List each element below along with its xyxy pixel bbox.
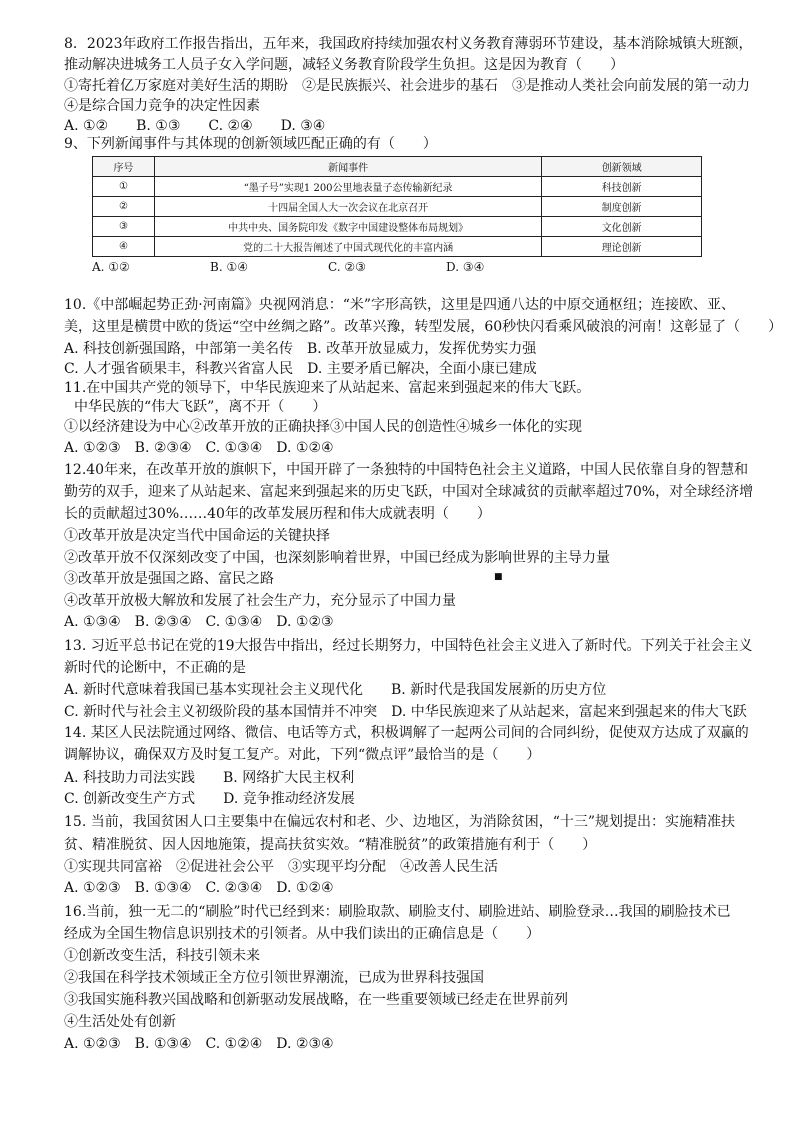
q12-choices: A. ①③④ B. ②③④ C. ①③④ D. ①②③ — [64, 614, 334, 630]
q12-option3: ③改革开放是强国之路、富民之路 — [64, 571, 274, 587]
q9-stem: 9、下列新闻事件与其体现的创新领域匹配正确的有（ ） — [64, 136, 437, 152]
q8-option-line1: ①寄托着亿万家庭对美好生活的期盼 ②是民族振兴、社会进步的基石 ③是推动人类社会向前发展的第一动力 — [64, 78, 750, 94]
q16-option2: ②我国在科学技术领域正全方位引领世界潮流，已成为世界科技强国 — [64, 970, 484, 986]
choice-c: C. ②③ — [328, 260, 366, 274]
q14-line4: C. 创新改变生产方式 D. 竞争推动经济发展 — [64, 791, 355, 807]
table-row — [93, 217, 702, 237]
table-header-row — [93, 157, 702, 177]
q15-line1: 15. 当前，我国贫困人口主要集中在偏远农村和老、少、边地区，为消除贫困，“十三”规划提出：实施精准扶 — [64, 814, 736, 830]
table-cell: 文化创新 — [542, 217, 702, 237]
table-cell: ① — [93, 177, 155, 197]
q10-line3: A. 科技创新强国路，中部第一美名传 B. 改革开放显威力，发挥优势实力强 — [64, 341, 537, 357]
q13-line3: A. 新时代意味着我国已基本实现社会主义现代化 B. 新时代是我国发展新的历史方位 — [64, 682, 607, 698]
q12-line1: 12.40年来，在改革开放的旗帜下，中国开辟了一条独特的中国特色社会主义道路，中国人民依靠自身的智慧和 — [64, 462, 749, 478]
table-header: 新闻事件 — [154, 157, 542, 177]
q16-option1: ①创新改变生活，科技引领未来 — [64, 948, 260, 964]
q11-line3: ①以经济建设为中心②改革开放的正确抉择③中国人民的创造性④城乡一体化的实现 — [64, 419, 582, 435]
table-cell: 十四届全国人大一次会议在北京召开 — [154, 197, 542, 217]
q13-line4: C. 新时代与社会主义初级阶段的基本国情并不冲突 D. 中华民族迎来了从站起来，富起来到强起来的伟大飞跃 — [64, 704, 747, 720]
q13-line1: 13. 习近平总书记在党的19大报告中指出，经过长期努力，中国特色社会主义进入了新时代。下列关于社会主义 — [64, 638, 753, 654]
choice-b: B. ①④ — [210, 260, 248, 274]
q16-line2: 经成为全国生物信息识别技术的引领者。从中我们读出的正确信息是（ ） — [64, 926, 540, 942]
q10-line1: 10.《中部崛起势正劲·河南篇》央视网消息：“米”字形高铁，这里是四通八达的中原交通枢纽；连接欧、亚、 — [64, 297, 736, 313]
q12-option4: ④改革开放极大解放和发展了社会生产力，充分显示了中国力量 — [64, 593, 456, 609]
q12-option1: ①改革开放是决定当代中国命运的关键抉择 — [64, 528, 330, 544]
q9-choices — [92, 260, 612, 274]
q8-stem-line1: 8．2023年政府工作报告指出，五年来，我国政府持续加强农村义务教育薄弱环节建设，基本消除城镇大班额， — [64, 36, 753, 52]
q11-line1: 11.在中国共产党的领导下，中华民族迎来了从站起来、富起来到强起来的伟大飞跃。 — [64, 380, 591, 396]
q14-line1: 14. 某区人民法院通过网络、微信、电话等方式，积极调解了一起两公司间的合同纠纷，促使双方达成了双赢的 — [64, 725, 749, 741]
q16-option4: ④生活处处有创新 — [64, 1014, 176, 1030]
table-header: 序号 — [93, 157, 155, 177]
q8-stem-line2: 推动解决进城务工人员子女入学问题，减轻义务教育阶段学生负担。这是因为教育（ ） — [64, 57, 624, 73]
q13-line2: 新时代的论断中，不正确的是 — [64, 660, 246, 676]
table-row — [93, 237, 702, 257]
choice-d: D. ③④ — [446, 260, 485, 274]
table-cell: 制度创新 — [542, 197, 702, 217]
table-cell: ② — [93, 197, 155, 217]
q16-option3: ③我国实施科教兴国战略和创新驱动发展战略，在一些重要领域已经走在世界前列 — [64, 992, 568, 1008]
table-cell: 党的二十大报告阐述了中国式现代化的丰富内涵 — [154, 237, 542, 257]
q15-line3: ①实现共同富裕 ②促进社会公平 ③实现平均分配 ④改善人民生活 — [64, 859, 498, 875]
table-row — [93, 197, 702, 217]
q8-choices: A. ①② B. ①③ C. ②④ D. ③④ — [64, 118, 326, 134]
q16-line1: 16.当前，独一无二的“刷脸”时代已经到来：刷脸取款、刷脸支付、刷脸进站、刷脸登录…我国的刷脸技术已 — [64, 904, 731, 920]
table-cell: ③ — [93, 217, 155, 237]
choice-a: A. ①② — [92, 260, 130, 274]
q14-line2: 调解协议，确保双方及时复工复产。对此，下列“微点评”最恰当的是（ ） — [64, 747, 541, 763]
table-cell: ④ — [93, 237, 155, 257]
table-row — [93, 177, 702, 197]
table-cell: “墨子号”实现1 200公里地表量子态传输新纪录 — [154, 177, 542, 197]
q12-line2: 勤劳的双手，迎来了从站起来、富起来到强起来的历史飞跃，中国对全球减贫的贡献率超过70%，对全球经济增 — [64, 484, 754, 500]
q12-line3: 长的贡献超过30%……40年的改革发展历程和伟大成就表明（ ） — [64, 506, 491, 522]
q11-line2: 中华民族的“伟大飞跃”，离不开（ ） — [74, 399, 327, 415]
q11-line4: A. ①②③ B. ②③④ C. ①③④ D. ①②④ — [64, 440, 334, 456]
news-events-table — [92, 156, 702, 257]
q10-line4: C. 人才强省硕果丰，科教兴省富人民 D. 主要矛盾已解决，全面小康已建成 — [64, 361, 537, 377]
table-cell: 中共中央、国务院印发《数字中国建设整体布局规划》 — [154, 217, 542, 237]
q15-line4: A. ①②③ B. ①③④ C. ②③④ D. ①②④ — [64, 880, 334, 896]
table-header: 创新领域 — [542, 157, 702, 177]
q14-line3: A. 科技助力司法实践 B. 网络扩大民主权利 — [64, 770, 355, 786]
q8-option-line2: ④是综合国力竞争的决定性因素 — [64, 98, 260, 114]
scan-mark: ■ — [494, 572, 503, 582]
q16-choices: A. ①②③ B. ①③④ C. ①②④ D. ②③④ — [64, 1036, 334, 1052]
q15-line2: 贫、精准脱贫、因人因地施策，提高扶贫实效。“精准脱贫”的政策措施有利于（ ） — [64, 837, 597, 853]
table-cell: 科技创新 — [542, 177, 702, 197]
table-cell: 理论创新 — [542, 237, 702, 257]
q10-line2: 美，这里是横贯中欧的货运“空中丝绸之路”。改革兴豫，转型发展，60秒快闪看乘风破浪的河南！这彰显了（ ） — [64, 319, 783, 335]
q12-option2: ②改革开放不仅深刻改变了中国，也深刻影响着世界，中国已经成为影响世界的主导力量 — [64, 550, 610, 566]
